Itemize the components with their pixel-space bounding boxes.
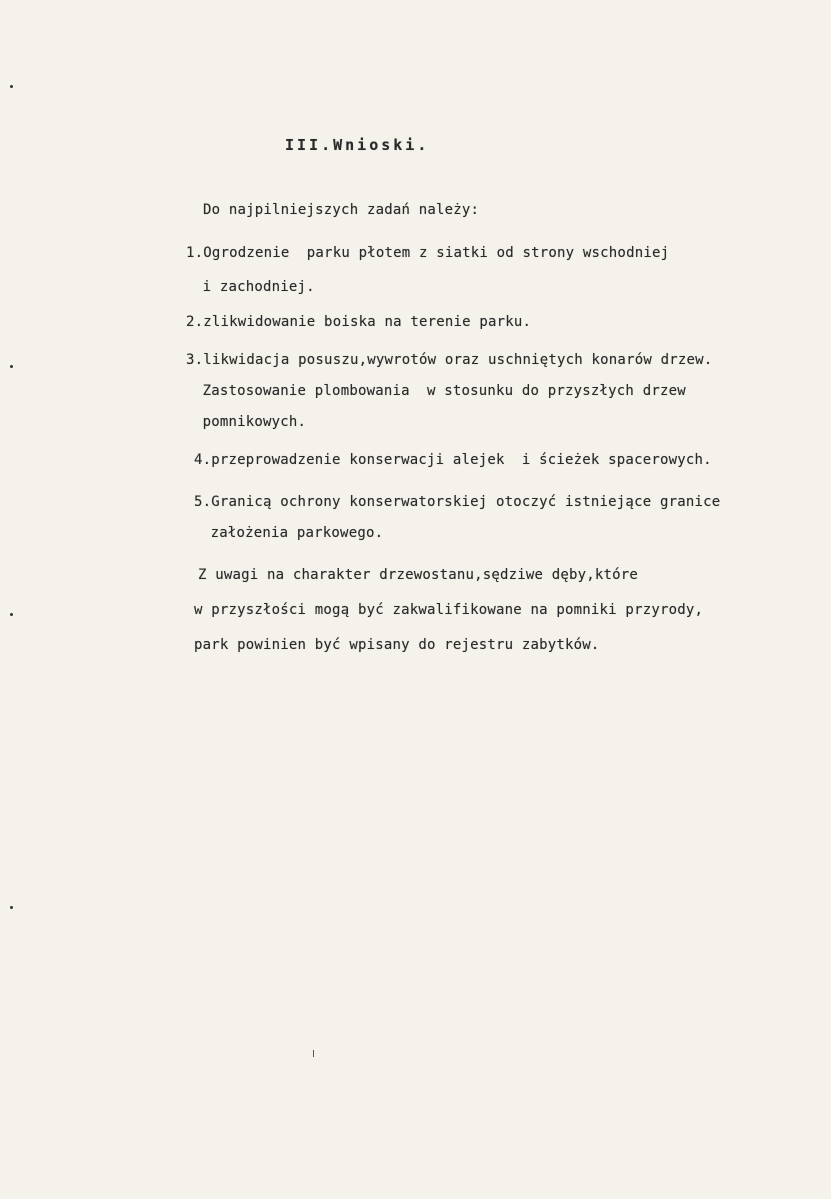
intro-text: Do najpilniejszych zadań należy: bbox=[203, 202, 480, 218]
list-item-3-line2: Zastosowanie plombowania w stosunku do przyszłych drzew bbox=[194, 383, 686, 399]
list-item-3-line3: pomnikowych. bbox=[194, 414, 307, 430]
closing-line-1: Z uwagi na charakter drzewostanu,sędziwe dęby,które bbox=[198, 567, 639, 583]
list-item-5-line2: założenia parkowego. bbox=[202, 525, 384, 541]
closing-line-3: park powinien być wpisany do rejestru zabytków. bbox=[194, 637, 600, 653]
list-item-1-line2: i zachodniej. bbox=[194, 279, 315, 295]
list-item-3-line1: 3.likwidacja posuszu,wywrotów oraz uschniętych konarów drzew. bbox=[186, 352, 713, 368]
binder-hole-mark bbox=[10, 85, 13, 88]
binder-hole-mark bbox=[10, 613, 13, 616]
list-item-5-line1: 5.Granicą ochrony konserwatorskiej otoczyć istniejące granice bbox=[194, 494, 721, 510]
list-item-1-line1: 1.Ogrodzenie parku płotem z siatki od strony wschodniej bbox=[186, 245, 670, 261]
binder-hole-mark bbox=[10, 365, 13, 368]
binder-hole-mark bbox=[10, 906, 13, 909]
list-item-2-line1: 2.zlikwidowanie boiska na terenie parku. bbox=[186, 314, 532, 330]
paper-mark bbox=[313, 1050, 314, 1057]
closing-line-2: w przyszłości mogą być zakwalifikowane na pomniki przyrody, bbox=[194, 602, 704, 618]
list-item-4-line1: 4.przeprowadzenie konserwacji alejek i ścieżek spacerowych. bbox=[194, 452, 712, 468]
page-title: III.Wnioski. bbox=[285, 136, 430, 154]
